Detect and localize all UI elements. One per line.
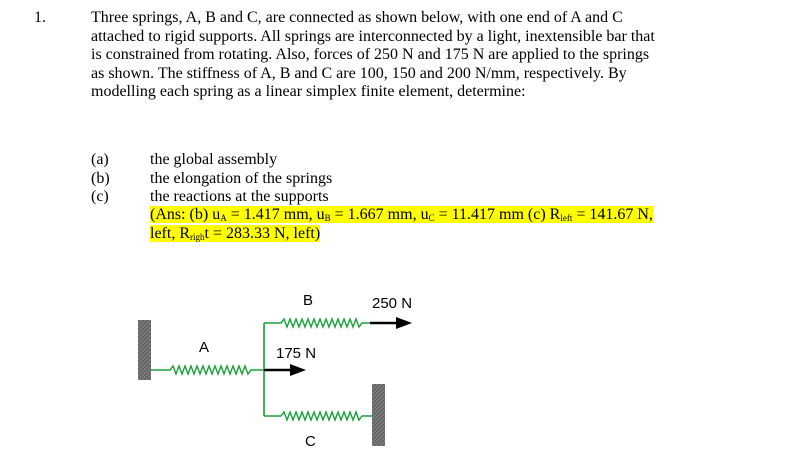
force-arrow-mid-head <box>290 364 306 376</box>
label-spring-a: A <box>199 339 210 356</box>
label-force-250: 250 N <box>372 295 413 312</box>
right-support <box>372 384 385 446</box>
answer-text: (Ans: (b) u <box>150 206 221 223</box>
subscript-left: left <box>560 213 573 223</box>
task-text-c: the reactions at the supports <box>150 188 329 205</box>
spring-a <box>151 366 264 374</box>
task-label-c: (c) <box>91 188 109 205</box>
subscript-b: B <box>324 213 331 223</box>
answer-text: = 1.667 mm, u <box>330 206 429 223</box>
force-arrow-top-head <box>396 317 412 329</box>
subscript-c: C <box>428 213 435 223</box>
answer-text: = 1.417 mm, u <box>226 206 325 223</box>
spring-c <box>264 412 372 420</box>
paragraph-line-5: modelling each spring as a linear simplex finite element, determine: <box>91 83 526 100</box>
answer-text: t = 283.33 N, left) <box>204 224 321 242</box>
answer-text: = 11.417 mm (c) R <box>434 206 561 223</box>
paragraph-line-3: is constrained from rotating. Also, forces of 250 N and 175 N are applied to the springs <box>91 46 650 63</box>
paragraph-line-2: attached to rigid supports. All springs are interconnected by a light, inextensible bar that <box>91 27 655 45</box>
spring-b <box>264 319 370 327</box>
task-label-b: (b) <box>91 169 110 187</box>
paragraph-line-1: Three springs, A, B and C, are connected as shown below, with one end of A and C <box>91 9 623 26</box>
answer-text: = 141.67 N, <box>572 206 653 223</box>
subscript-a: A <box>220 213 227 223</box>
task-label-a: (a) <box>91 151 109 168</box>
label-spring-c: C <box>305 433 316 450</box>
answer-text: left, R <box>150 224 190 242</box>
label-spring-b: B <box>303 292 314 309</box>
question-number: 1. <box>34 9 46 26</box>
left-support <box>138 320 151 380</box>
subscript-right: righ <box>190 231 205 242</box>
task-text-b: the elongation of the springs <box>150 169 333 187</box>
paragraph-line-4: as shown. The stiffness of A, B and C are 100, 150 and 200 N/mm, respectively. By <box>91 64 627 82</box>
task-text-a: the global assembly <box>150 151 278 168</box>
label-force-175: 175 N <box>276 345 317 362</box>
